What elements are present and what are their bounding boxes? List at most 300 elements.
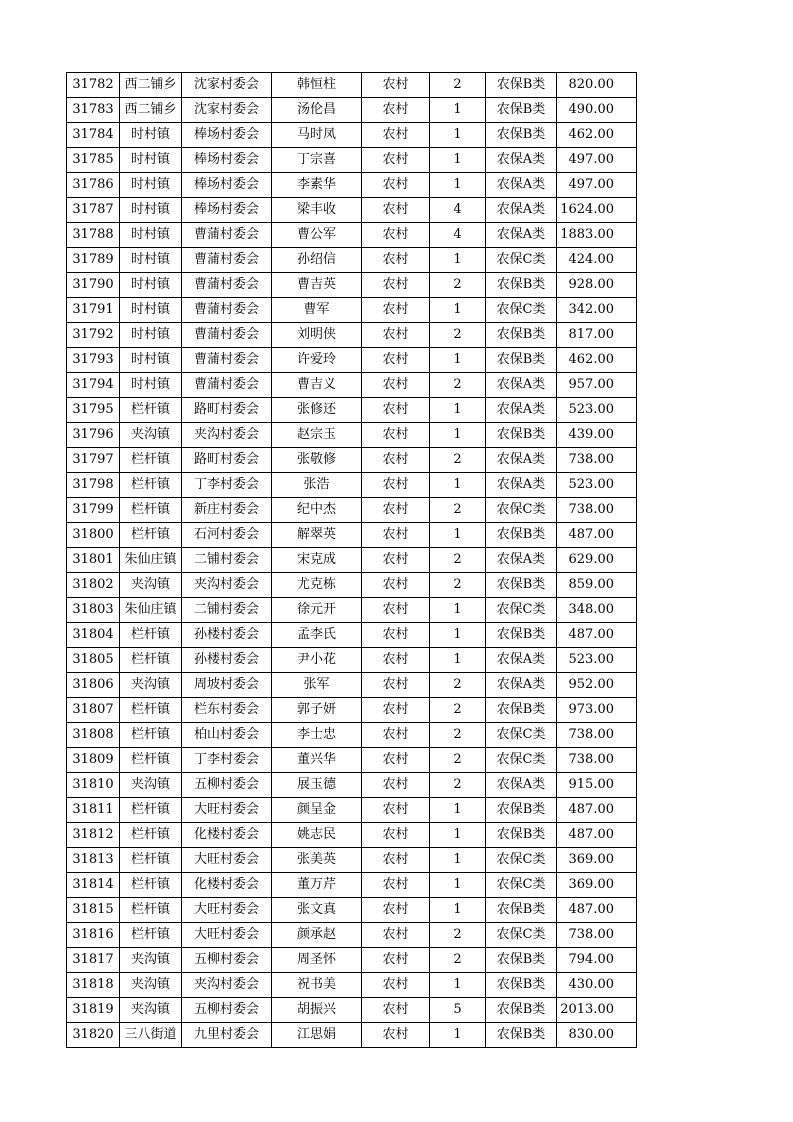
village-committee-cell: 化楼村委会	[182, 873, 272, 898]
insurance-category-cell: 农保B类	[486, 948, 557, 973]
township-cell: 时村镇	[120, 298, 182, 323]
amount-cell: 348.00	[557, 598, 637, 623]
township-cell: 夹沟镇	[120, 573, 182, 598]
family-size-cell: 2	[430, 498, 486, 523]
serial-number-cell: 31807	[67, 698, 120, 723]
insurance-category-cell: 农保B类	[486, 323, 557, 348]
household-type-cell: 农村	[362, 223, 430, 248]
village-committee-cell: 五柳村委会	[182, 948, 272, 973]
township-cell: 栏杆镇	[120, 748, 182, 773]
serial-number-cell: 31819	[67, 998, 120, 1023]
name-cell: 祝书美	[272, 973, 362, 998]
household-type-cell: 农村	[362, 248, 430, 273]
insurance-category-cell: 农保A类	[486, 173, 557, 198]
serial-number-cell: 31809	[67, 748, 120, 773]
table-row	[67, 198, 637, 223]
serial-number-cell: 31787	[67, 198, 120, 223]
table-row	[67, 448, 637, 473]
household-type-cell: 农村	[362, 998, 430, 1023]
household-type-cell: 农村	[362, 873, 430, 898]
household-type-cell: 农村	[362, 823, 430, 848]
insurance-category-cell: 农保B类	[486, 273, 557, 298]
village-committee-cell: 大旺村委会	[182, 798, 272, 823]
township-cell: 栏杆镇	[120, 498, 182, 523]
serial-number-cell: 31796	[67, 423, 120, 448]
family-size-cell: 2	[430, 773, 486, 798]
family-size-cell: 4	[430, 198, 486, 223]
village-committee-cell: 周坡村委会	[182, 673, 272, 698]
family-size-cell: 1	[430, 123, 486, 148]
insurance-category-cell: 农保B类	[486, 1023, 557, 1048]
amount-cell: 830.00	[557, 1023, 637, 1048]
amount-cell: 915.00	[557, 773, 637, 798]
table-row	[67, 773, 637, 798]
household-type-cell: 农村	[362, 923, 430, 948]
table-body	[67, 73, 637, 1048]
amount-cell: 2013.00	[557, 998, 637, 1023]
name-cell: 孙绍信	[272, 248, 362, 273]
township-cell: 西二铺乡	[120, 73, 182, 98]
insurance-category-cell: 农保C类	[486, 498, 557, 523]
name-cell: 张修还	[272, 398, 362, 423]
serial-number-cell: 31811	[67, 798, 120, 823]
family-size-cell: 1	[430, 423, 486, 448]
insurance-category-cell: 农保C类	[486, 598, 557, 623]
family-size-cell: 2	[430, 548, 486, 573]
village-committee-cell: 沈家村委会	[182, 98, 272, 123]
amount-cell: 487.00	[557, 898, 637, 923]
township-cell: 栏杆镇	[120, 723, 182, 748]
household-type-cell: 农村	[362, 98, 430, 123]
name-cell: 韩恒柱	[272, 73, 362, 98]
name-cell: 李士忠	[272, 723, 362, 748]
serial-number-cell: 31812	[67, 823, 120, 848]
name-cell: 董兴华	[272, 748, 362, 773]
table-row	[67, 148, 637, 173]
name-cell: 曹吉义	[272, 373, 362, 398]
insurance-category-cell: 农保C类	[486, 748, 557, 773]
village-committee-cell: 孙楼村委会	[182, 648, 272, 673]
table-row	[67, 298, 637, 323]
household-type-cell: 农村	[362, 948, 430, 973]
family-size-cell: 2	[430, 923, 486, 948]
table-row	[67, 223, 637, 248]
name-cell: 张浩	[272, 473, 362, 498]
table-row	[67, 548, 637, 573]
amount-cell: 487.00	[557, 823, 637, 848]
village-committee-cell: 二铺村委会	[182, 548, 272, 573]
village-committee-cell: 曹蒲村委会	[182, 223, 272, 248]
family-size-cell: 1	[430, 248, 486, 273]
village-committee-cell: 九里村委会	[182, 1023, 272, 1048]
household-type-cell: 农村	[362, 398, 430, 423]
township-cell: 栏杆镇	[120, 648, 182, 673]
village-committee-cell: 棒场村委会	[182, 173, 272, 198]
table-row	[67, 798, 637, 823]
name-cell: 颜承赵	[272, 923, 362, 948]
village-committee-cell: 大旺村委会	[182, 923, 272, 948]
table-row	[67, 673, 637, 698]
amount-cell: 738.00	[557, 748, 637, 773]
village-committee-cell: 大旺村委会	[182, 898, 272, 923]
village-committee-cell: 化楼村委会	[182, 823, 272, 848]
household-type-cell: 农村	[362, 123, 430, 148]
serial-number-cell: 31795	[67, 398, 120, 423]
name-cell: 董万芹	[272, 873, 362, 898]
village-committee-cell: 五柳村委会	[182, 998, 272, 1023]
household-type-cell: 农村	[362, 273, 430, 298]
township-cell: 栏杆镇	[120, 898, 182, 923]
family-size-cell: 2	[430, 748, 486, 773]
serial-number-cell: 31801	[67, 548, 120, 573]
village-committee-cell: 夹沟村委会	[182, 573, 272, 598]
township-cell: 朱仙庄镇	[120, 598, 182, 623]
township-cell: 夹沟镇	[120, 973, 182, 998]
household-type-cell: 农村	[362, 423, 430, 448]
household-type-cell: 农村	[362, 648, 430, 673]
insurance-category-cell: 农保A类	[486, 148, 557, 173]
amount-cell: 462.00	[557, 348, 637, 373]
table-row	[67, 273, 637, 298]
name-cell: 曹军	[272, 298, 362, 323]
family-size-cell: 1	[430, 823, 486, 848]
township-cell: 夹沟镇	[120, 998, 182, 1023]
household-type-cell: 农村	[362, 448, 430, 473]
village-committee-cell: 路町村委会	[182, 448, 272, 473]
insurance-category-cell: 农保B类	[486, 973, 557, 998]
serial-number-cell: 31805	[67, 648, 120, 673]
serial-number-cell: 31797	[67, 448, 120, 473]
family-size-cell: 1	[430, 148, 486, 173]
township-cell: 西二铺乡	[120, 98, 182, 123]
village-committee-cell: 柏山村委会	[182, 723, 272, 748]
table-row	[67, 1023, 637, 1048]
amount-cell: 820.00	[557, 73, 637, 98]
township-cell: 时村镇	[120, 223, 182, 248]
table-row	[67, 648, 637, 673]
village-committee-cell: 曹蒲村委会	[182, 323, 272, 348]
family-size-cell: 1	[430, 98, 486, 123]
table-row	[67, 323, 637, 348]
table-row	[67, 623, 637, 648]
insurance-category-cell: 农保B类	[486, 698, 557, 723]
name-cell: 张军	[272, 673, 362, 698]
table-row	[67, 123, 637, 148]
amount-cell: 738.00	[557, 723, 637, 748]
township-cell: 时村镇	[120, 373, 182, 398]
township-cell: 时村镇	[120, 123, 182, 148]
table-row	[67, 723, 637, 748]
household-type-cell: 农村	[362, 298, 430, 323]
serial-number-cell: 31783	[67, 98, 120, 123]
township-cell: 栏杆镇	[120, 523, 182, 548]
township-cell: 夹沟镇	[120, 423, 182, 448]
table-row	[67, 248, 637, 273]
amount-cell: 973.00	[557, 698, 637, 723]
village-committee-cell: 曹蒲村委会	[182, 248, 272, 273]
insurance-category-cell: 农保A类	[486, 473, 557, 498]
amount-cell: 952.00	[557, 673, 637, 698]
household-type-cell: 农村	[362, 498, 430, 523]
family-size-cell: 1	[430, 623, 486, 648]
household-type-cell: 农村	[362, 523, 430, 548]
insurance-category-cell: 农保B类	[486, 898, 557, 923]
name-cell: 丁宗喜	[272, 148, 362, 173]
village-committee-cell: 棒场村委会	[182, 123, 272, 148]
name-cell: 尤克栋	[272, 573, 362, 598]
family-size-cell: 1	[430, 473, 486, 498]
amount-cell: 369.00	[557, 848, 637, 873]
insurance-category-cell: 农保B类	[486, 523, 557, 548]
family-size-cell: 2	[430, 273, 486, 298]
name-cell: 展玉德	[272, 773, 362, 798]
serial-number-cell: 31814	[67, 873, 120, 898]
insurance-category-cell: 农保C类	[486, 248, 557, 273]
insurance-category-cell: 农保A类	[486, 648, 557, 673]
township-cell: 栏杆镇	[120, 473, 182, 498]
table-row	[67, 73, 637, 98]
township-cell: 栏杆镇	[120, 623, 182, 648]
assistance-list-table	[66, 72, 637, 1048]
household-type-cell: 农村	[362, 173, 430, 198]
household-type-cell: 农村	[362, 148, 430, 173]
amount-cell: 523.00	[557, 473, 637, 498]
household-type-cell: 农村	[362, 573, 430, 598]
township-cell: 夹沟镇	[120, 773, 182, 798]
serial-number-cell: 31784	[67, 123, 120, 148]
table-row	[67, 923, 637, 948]
village-committee-cell: 曹蒲村委会	[182, 348, 272, 373]
serial-number-cell: 31815	[67, 898, 120, 923]
family-size-cell: 1	[430, 898, 486, 923]
table-row	[67, 748, 637, 773]
name-cell: 曹公军	[272, 223, 362, 248]
amount-cell: 490.00	[557, 98, 637, 123]
family-size-cell: 1	[430, 598, 486, 623]
serial-number-cell: 31810	[67, 773, 120, 798]
village-committee-cell: 丁李村委会	[182, 473, 272, 498]
household-type-cell: 农村	[362, 848, 430, 873]
village-committee-cell: 丁李村委会	[182, 748, 272, 773]
name-cell: 尹小花	[272, 648, 362, 673]
amount-cell: 523.00	[557, 648, 637, 673]
township-cell: 栏杆镇	[120, 823, 182, 848]
name-cell: 颜呈金	[272, 798, 362, 823]
name-cell: 许爱玲	[272, 348, 362, 373]
family-size-cell: 1	[430, 398, 486, 423]
table-row	[67, 523, 637, 548]
name-cell: 张敬修	[272, 448, 362, 473]
name-cell: 宋克成	[272, 548, 362, 573]
amount-cell: 817.00	[557, 323, 637, 348]
amount-cell: 487.00	[557, 523, 637, 548]
insurance-category-cell: 农保B类	[486, 123, 557, 148]
household-type-cell: 农村	[362, 773, 430, 798]
family-size-cell: 1	[430, 973, 486, 998]
serial-number-cell: 31813	[67, 848, 120, 873]
table-row	[67, 373, 637, 398]
insurance-category-cell: 农保C类	[486, 923, 557, 948]
family-size-cell: 2	[430, 73, 486, 98]
table-row	[67, 698, 637, 723]
serial-number-cell: 31786	[67, 173, 120, 198]
amount-cell: 342.00	[557, 298, 637, 323]
insurance-category-cell: 农保A类	[486, 673, 557, 698]
township-cell: 时村镇	[120, 248, 182, 273]
family-size-cell: 2	[430, 448, 486, 473]
household-type-cell: 农村	[362, 348, 430, 373]
village-committee-cell: 夹沟村委会	[182, 973, 272, 998]
amount-cell: 794.00	[557, 948, 637, 973]
amount-cell: 1624.00	[557, 198, 637, 223]
amount-cell: 859.00	[557, 573, 637, 598]
insurance-category-cell: 农保C类	[486, 848, 557, 873]
household-type-cell: 农村	[362, 1023, 430, 1048]
amount-cell: 738.00	[557, 498, 637, 523]
amount-cell: 629.00	[557, 548, 637, 573]
amount-cell: 487.00	[557, 798, 637, 823]
serial-number-cell: 31788	[67, 223, 120, 248]
family-size-cell: 2	[430, 948, 486, 973]
household-type-cell: 农村	[362, 623, 430, 648]
table-row	[67, 823, 637, 848]
family-size-cell: 1	[430, 848, 486, 873]
family-size-cell: 2	[430, 573, 486, 598]
household-type-cell: 农村	[362, 323, 430, 348]
table-row	[67, 423, 637, 448]
table-row	[67, 848, 637, 873]
insurance-category-cell: 农保A类	[486, 223, 557, 248]
insurance-category-cell: 农保B类	[486, 573, 557, 598]
insurance-category-cell: 农保A类	[486, 198, 557, 223]
table-row	[67, 348, 637, 373]
household-type-cell: 农村	[362, 748, 430, 773]
township-cell: 栏杆镇	[120, 398, 182, 423]
name-cell: 张文真	[272, 898, 362, 923]
township-cell: 夹沟镇	[120, 673, 182, 698]
village-committee-cell: 曹蒲村委会	[182, 373, 272, 398]
table-row	[67, 998, 637, 1023]
family-size-cell: 1	[430, 348, 486, 373]
serial-number-cell: 31808	[67, 723, 120, 748]
village-committee-cell: 新庄村委会	[182, 498, 272, 523]
insurance-category-cell: 农保A类	[486, 773, 557, 798]
name-cell: 江思娟	[272, 1023, 362, 1048]
family-size-cell: 1	[430, 298, 486, 323]
township-cell: 栏杆镇	[120, 873, 182, 898]
village-committee-cell: 孙楼村委会	[182, 623, 272, 648]
name-cell: 姚志民	[272, 823, 362, 848]
family-size-cell: 2	[430, 698, 486, 723]
serial-number-cell: 31790	[67, 273, 120, 298]
family-size-cell: 2	[430, 723, 486, 748]
amount-cell: 424.00	[557, 248, 637, 273]
serial-number-cell: 31791	[67, 298, 120, 323]
serial-number-cell: 31785	[67, 148, 120, 173]
serial-number-cell: 31799	[67, 498, 120, 523]
name-cell: 徐元开	[272, 598, 362, 623]
table-row	[67, 473, 637, 498]
amount-cell: 738.00	[557, 448, 637, 473]
household-type-cell: 农村	[362, 198, 430, 223]
amount-cell: 439.00	[557, 423, 637, 448]
amount-cell: 487.00	[557, 623, 637, 648]
serial-number-cell: 31802	[67, 573, 120, 598]
insurance-category-cell: 农保A类	[486, 448, 557, 473]
table-row	[67, 898, 637, 923]
table-row	[67, 973, 637, 998]
serial-number-cell: 31792	[67, 323, 120, 348]
amount-cell: 1883.00	[557, 223, 637, 248]
amount-cell: 462.00	[557, 123, 637, 148]
village-committee-cell: 曹蒲村委会	[182, 273, 272, 298]
insurance-category-cell: 农保C类	[486, 298, 557, 323]
township-cell: 时村镇	[120, 148, 182, 173]
serial-number-cell: 31817	[67, 948, 120, 973]
name-cell: 孟李氏	[272, 623, 362, 648]
name-cell: 梁丰收	[272, 198, 362, 223]
village-committee-cell: 二铺村委会	[182, 598, 272, 623]
village-committee-cell: 棒场村委会	[182, 198, 272, 223]
household-type-cell: 农村	[362, 898, 430, 923]
table-row	[67, 573, 637, 598]
family-size-cell: 1	[430, 523, 486, 548]
name-cell: 李素华	[272, 173, 362, 198]
table-row	[67, 598, 637, 623]
name-cell: 曹吉英	[272, 273, 362, 298]
insurance-category-cell: 农保B类	[486, 623, 557, 648]
family-size-cell: 4	[430, 223, 486, 248]
serial-number-cell: 31782	[67, 73, 120, 98]
village-committee-cell: 路町村委会	[182, 398, 272, 423]
name-cell: 纪中杰	[272, 498, 362, 523]
family-size-cell: 1	[430, 648, 486, 673]
table-row	[67, 948, 637, 973]
insurance-category-cell: 农保C类	[486, 873, 557, 898]
family-size-cell: 1	[430, 173, 486, 198]
household-type-cell: 农村	[362, 673, 430, 698]
insurance-category-cell: 农保B类	[486, 98, 557, 123]
village-committee-cell: 棒场村委会	[182, 148, 272, 173]
serial-number-cell: 31806	[67, 673, 120, 698]
insurance-category-cell: 农保C类	[486, 723, 557, 748]
township-cell: 栏杆镇	[120, 448, 182, 473]
name-cell: 马时凤	[272, 123, 362, 148]
serial-number-cell: 31818	[67, 973, 120, 998]
amount-cell: 497.00	[557, 148, 637, 173]
township-cell: 栏杆镇	[120, 848, 182, 873]
amount-cell: 430.00	[557, 973, 637, 998]
amount-cell: 523.00	[557, 398, 637, 423]
village-committee-cell: 大旺村委会	[182, 848, 272, 873]
insurance-category-cell: 农保B类	[486, 823, 557, 848]
name-cell: 张美英	[272, 848, 362, 873]
village-committee-cell: 石河村委会	[182, 523, 272, 548]
household-type-cell: 农村	[362, 473, 430, 498]
household-type-cell: 农村	[362, 548, 430, 573]
serial-number-cell: 31793	[67, 348, 120, 373]
family-size-cell: 1	[430, 1023, 486, 1048]
name-cell: 胡振兴	[272, 998, 362, 1023]
amount-cell: 928.00	[557, 273, 637, 298]
township-cell: 朱仙庄镇	[120, 548, 182, 573]
table-row	[67, 873, 637, 898]
serial-number-cell: 31798	[67, 473, 120, 498]
family-size-cell: 2	[430, 373, 486, 398]
township-cell: 时村镇	[120, 173, 182, 198]
name-cell: 解翠英	[272, 523, 362, 548]
insurance-category-cell: 农保B类	[486, 423, 557, 448]
